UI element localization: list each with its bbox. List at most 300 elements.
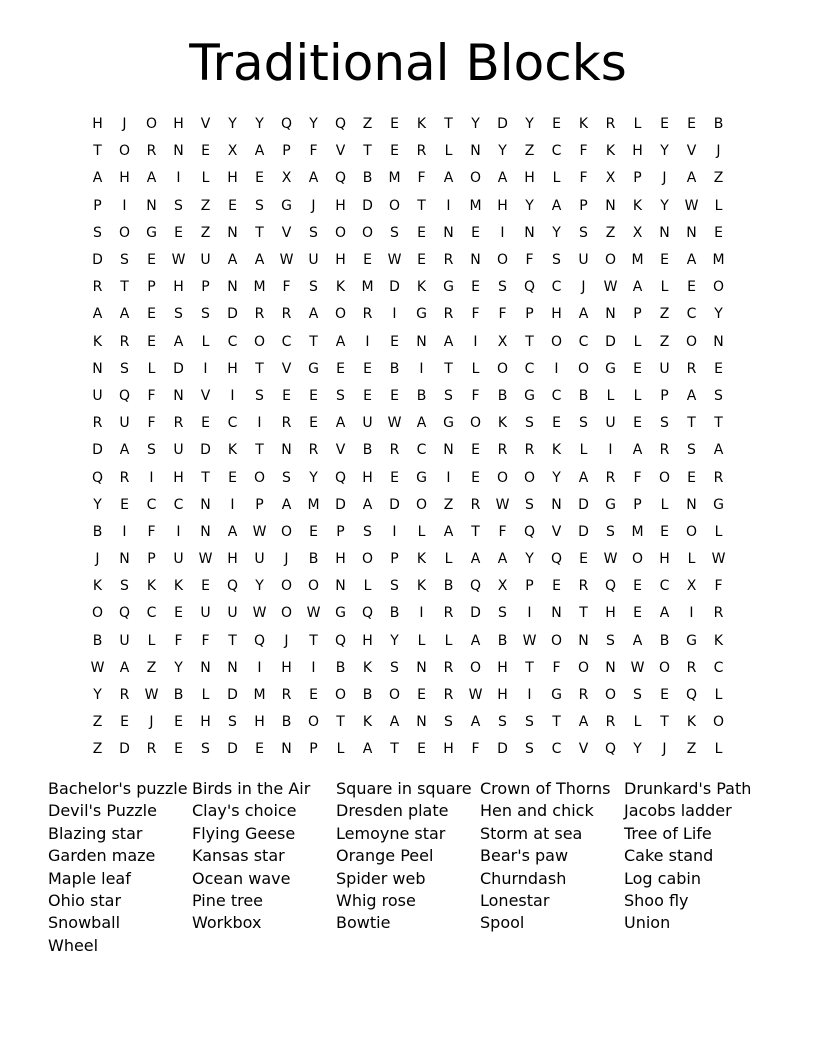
grid-letter[interactable]: M xyxy=(388,170,401,187)
grid-letter[interactable]: P xyxy=(147,551,156,568)
grid-letter[interactable]: D xyxy=(389,279,400,296)
grid-letter[interactable]: N xyxy=(470,252,481,269)
grid-letter[interactable]: C xyxy=(227,415,238,432)
grid-letter[interactable]: I xyxy=(446,469,451,486)
grid-letter[interactable]: W xyxy=(306,605,321,622)
grid-letter[interactable]: E xyxy=(417,252,426,269)
grid-letter[interactable]: T xyxy=(120,279,129,296)
grid-letter[interactable]: O xyxy=(361,551,374,568)
grid-letter[interactable]: B xyxy=(362,442,373,459)
grid-letter[interactable]: K xyxy=(173,578,184,595)
grid-letter[interactable]: A xyxy=(227,252,238,269)
grid-letter[interactable]: R xyxy=(497,442,508,459)
grid-letter[interactable]: O xyxy=(496,360,509,377)
grid-letter[interactable]: W xyxy=(711,551,726,568)
grid-letter[interactable]: I xyxy=(203,360,208,377)
grid-letter[interactable]: W xyxy=(171,252,186,269)
grid-letter[interactable]: W xyxy=(495,496,510,513)
grid-letter[interactable]: O xyxy=(469,170,482,187)
grid-letter[interactable]: W xyxy=(630,659,645,676)
grid-letter[interactable]: A xyxy=(119,306,130,323)
grid-letter[interactable]: C xyxy=(524,360,535,377)
grid-letter[interactable]: S xyxy=(363,523,372,540)
grid-letter[interactable]: E xyxy=(633,578,642,595)
grid-letter[interactable]: F xyxy=(633,469,642,486)
grid-letter[interactable]: R xyxy=(281,306,292,323)
grid-letter[interactable]: H xyxy=(443,741,454,758)
grid-letter[interactable]: C xyxy=(416,442,427,459)
grid-letter[interactable]: N xyxy=(443,442,454,459)
grid-letter[interactable]: K xyxy=(362,659,373,676)
grid-letter[interactable]: A xyxy=(416,415,427,432)
grid-letter[interactable]: J xyxy=(662,170,667,187)
grid-letter[interactable]: D xyxy=(497,116,508,133)
grid-letter[interactable]: D xyxy=(578,523,589,540)
grid-letter[interactable]: E xyxy=(309,687,318,704)
grid-letter[interactable]: S xyxy=(309,224,318,241)
grid-letter[interactable]: I xyxy=(392,306,397,323)
grid-letter[interactable]: H xyxy=(227,360,238,377)
grid-letter[interactable]: E xyxy=(309,415,318,432)
grid-letter[interactable]: D xyxy=(227,741,238,758)
grid-letter[interactable]: E xyxy=(552,578,561,595)
grid-letter[interactable]: Q xyxy=(253,632,266,649)
grid-letter[interactable]: Y xyxy=(660,143,669,160)
grid-letter[interactable]: R xyxy=(443,687,454,704)
grid-letter[interactable]: U xyxy=(254,551,265,568)
grid-letter[interactable]: U xyxy=(119,632,130,649)
grid-letter[interactable]: R xyxy=(119,333,130,350)
grid-letter[interactable]: E xyxy=(579,551,588,568)
grid-letter[interactable]: S xyxy=(336,387,345,404)
grid-letter[interactable]: O xyxy=(280,605,293,622)
grid-letter[interactable]: T xyxy=(363,143,372,160)
grid-letter[interactable]: H xyxy=(281,659,292,676)
grid-letter[interactable]: L xyxy=(201,687,210,704)
grid-letter[interactable]: O xyxy=(415,496,428,513)
grid-letter[interactable]: W xyxy=(603,551,618,568)
grid-letter[interactable]: Z xyxy=(524,143,535,160)
grid-letter[interactable]: K xyxy=(227,442,238,459)
grid-letter[interactable]: U xyxy=(578,252,589,269)
grid-letter[interactable]: O xyxy=(496,469,509,486)
grid-letter[interactable]: U xyxy=(119,415,130,432)
grid-letter[interactable]: E xyxy=(336,360,345,377)
grid-letter[interactable]: L xyxy=(147,632,156,649)
grid-letter[interactable]: E xyxy=(714,224,723,241)
grid-letter[interactable]: E xyxy=(417,224,426,241)
grid-letter[interactable]: L xyxy=(633,333,642,350)
grid-letter[interactable]: N xyxy=(335,578,346,595)
grid-letter[interactable]: L xyxy=(444,632,453,649)
grid-letter[interactable]: B xyxy=(362,170,373,187)
grid-letter[interactable]: H xyxy=(362,632,373,649)
grid-letter[interactable]: L xyxy=(714,523,723,540)
grid-letter[interactable]: Z xyxy=(200,224,211,241)
grid-letter[interactable]: G xyxy=(713,496,724,513)
grid-letter[interactable]: A xyxy=(227,523,238,540)
grid-letter[interactable]: S xyxy=(255,197,264,214)
grid-letter[interactable]: O xyxy=(388,687,401,704)
grid-letter[interactable]: B xyxy=(335,659,346,676)
grid-letter[interactable]: S xyxy=(120,360,129,377)
grid-letter[interactable]: O xyxy=(658,659,671,676)
grid-letter[interactable]: F xyxy=(714,578,723,595)
grid-letter[interactable]: H xyxy=(173,469,184,486)
grid-letter[interactable]: C xyxy=(281,333,292,350)
grid-letter[interactable]: G xyxy=(686,632,697,649)
grid-letter[interactable]: V xyxy=(200,387,211,404)
grid-letter[interactable]: Q xyxy=(118,605,131,622)
grid-letter[interactable]: L xyxy=(579,442,588,459)
grid-letter[interactable]: V xyxy=(578,741,589,758)
grid-letter[interactable]: O xyxy=(631,551,644,568)
grid-letter[interactable]: D xyxy=(578,496,589,513)
grid-letter[interactable]: K xyxy=(92,333,103,350)
grid-letter[interactable]: A xyxy=(362,741,373,758)
grid-letter[interactable]: O xyxy=(145,116,158,133)
grid-letter[interactable]: R xyxy=(686,360,697,377)
grid-letter[interactable]: N xyxy=(686,224,697,241)
grid-letter[interactable]: R xyxy=(605,714,616,731)
grid-letter[interactable]: A xyxy=(470,714,481,731)
grid-letter[interactable]: V xyxy=(281,224,292,241)
grid-letter[interactable]: E xyxy=(201,143,210,160)
grid-letter[interactable]: S xyxy=(498,279,507,296)
grid-letter[interactable]: E xyxy=(552,116,561,133)
grid-letter[interactable]: T xyxy=(255,224,264,241)
grid-letter[interactable]: S xyxy=(147,442,156,459)
grid-letter[interactable]: S xyxy=(444,714,453,731)
grid-letter[interactable]: E xyxy=(174,224,183,241)
grid-letter[interactable]: O xyxy=(658,469,671,486)
grid-letter[interactable]: N xyxy=(551,605,562,622)
grid-letter[interactable]: L xyxy=(660,496,669,513)
grid-letter[interactable]: N xyxy=(200,496,211,513)
grid-letter[interactable]: A xyxy=(443,523,454,540)
grid-letter[interactable]: A xyxy=(443,170,454,187)
grid-letter[interactable]: O xyxy=(712,279,725,296)
grid-letter[interactable]: X xyxy=(281,170,292,187)
grid-letter[interactable]: L xyxy=(633,116,642,133)
grid-letter[interactable]: I xyxy=(311,659,316,676)
grid-letter[interactable]: O xyxy=(604,252,617,269)
grid-letter[interactable]: H xyxy=(173,116,184,133)
grid-letter[interactable]: S xyxy=(201,306,210,323)
grid-letter[interactable]: Y xyxy=(309,116,318,133)
grid-letter[interactable]: D xyxy=(362,197,373,214)
grid-letter[interactable]: B xyxy=(362,687,373,704)
grid-letter[interactable]: A xyxy=(119,659,130,676)
grid-letter[interactable]: V xyxy=(281,360,292,377)
grid-letter[interactable]: N xyxy=(173,143,184,160)
grid-letter[interactable]: G xyxy=(335,605,346,622)
grid-letter[interactable]: B xyxy=(92,632,103,649)
grid-letter[interactable]: H xyxy=(605,605,616,622)
grid-letter[interactable]: M xyxy=(361,279,374,296)
grid-letter[interactable]: O xyxy=(280,578,293,595)
grid-letter[interactable]: T xyxy=(390,741,399,758)
grid-letter[interactable]: K xyxy=(686,714,697,731)
grid-letter[interactable]: D xyxy=(227,687,238,704)
grid-letter[interactable]: I xyxy=(176,523,181,540)
grid-letter[interactable]: F xyxy=(417,170,426,187)
grid-letter[interactable]: Q xyxy=(334,469,347,486)
grid-letter[interactable]: S xyxy=(444,387,453,404)
grid-letter[interactable]: H xyxy=(200,714,211,731)
grid-letter[interactable]: K xyxy=(146,578,157,595)
grid-letter[interactable]: N xyxy=(605,659,616,676)
grid-letter[interactable]: S xyxy=(525,415,534,432)
grid-letter[interactable]: P xyxy=(390,551,399,568)
grid-letter[interactable]: L xyxy=(363,578,372,595)
grid-letter[interactable]: E xyxy=(714,360,723,377)
grid-letter[interactable]: R xyxy=(119,469,130,486)
grid-letter[interactable]: O xyxy=(253,333,266,350)
grid-letter[interactable]: M xyxy=(253,279,266,296)
grid-letter[interactable]: R xyxy=(362,306,373,323)
grid-letter[interactable]: K xyxy=(605,143,616,160)
grid-letter[interactable]: E xyxy=(390,143,399,160)
grid-letter[interactable]: C xyxy=(146,496,157,513)
grid-letter[interactable]: R xyxy=(713,605,724,622)
grid-letter[interactable]: E xyxy=(660,116,669,133)
grid-letter[interactable]: O xyxy=(577,659,590,676)
grid-letter[interactable]: W xyxy=(252,523,267,540)
grid-letter[interactable]: F xyxy=(471,741,480,758)
grid-letter[interactable]: E xyxy=(390,469,399,486)
grid-letter[interactable]: J xyxy=(95,551,100,568)
grid-letter[interactable]: E xyxy=(390,333,399,350)
grid-letter[interactable]: L xyxy=(714,741,723,758)
grid-letter[interactable]: O xyxy=(388,197,401,214)
grid-letter[interactable]: E xyxy=(120,496,129,513)
grid-letter[interactable]: A xyxy=(308,306,319,323)
grid-letter[interactable]: A xyxy=(389,714,400,731)
grid-letter[interactable]: V xyxy=(686,143,697,160)
grid-letter[interactable]: P xyxy=(93,197,102,214)
grid-letter[interactable]: M xyxy=(307,496,320,513)
grid-letter[interactable]: G xyxy=(605,360,616,377)
grid-letter[interactable]: W xyxy=(468,687,483,704)
grid-letter[interactable]: L xyxy=(606,387,615,404)
grid-letter[interactable]: E xyxy=(633,415,642,432)
grid-letter[interactable]: W xyxy=(90,659,105,676)
grid-letter[interactable]: I xyxy=(149,469,154,486)
grid-letter[interactable]: P xyxy=(147,279,156,296)
grid-letter[interactable]: Q xyxy=(118,387,131,404)
grid-letter[interactable]: A xyxy=(632,442,643,459)
grid-letter[interactable]: Z xyxy=(686,741,697,758)
grid-letter[interactable]: X xyxy=(497,333,508,350)
grid-letter[interactable]: K xyxy=(335,279,346,296)
grid-letter[interactable]: G xyxy=(443,279,454,296)
grid-letter[interactable]: Y xyxy=(660,197,669,214)
grid-letter[interactable]: X xyxy=(497,578,508,595)
grid-letter[interactable]: P xyxy=(282,143,291,160)
grid-letter[interactable]: Y xyxy=(228,116,237,133)
grid-letter[interactable]: T xyxy=(255,360,264,377)
grid-letter[interactable]: N xyxy=(659,224,670,241)
grid-letter[interactable]: N xyxy=(416,333,427,350)
grid-letter[interactable]: H xyxy=(632,143,643,160)
grid-letter[interactable]: W xyxy=(279,252,294,269)
grid-letter[interactable]: T xyxy=(525,659,534,676)
grid-letter[interactable]: W xyxy=(684,197,699,214)
grid-letter[interactable]: O xyxy=(307,714,320,731)
grid-letter[interactable]: N xyxy=(200,523,211,540)
grid-letter[interactable]: S xyxy=(525,714,534,731)
grid-letter[interactable]: Y xyxy=(498,143,507,160)
grid-letter[interactable]: B xyxy=(578,387,589,404)
grid-letter[interactable]: A xyxy=(578,306,589,323)
grid-letter[interactable]: I xyxy=(446,197,451,214)
grid-letter[interactable]: O xyxy=(118,143,131,160)
grid-letter[interactable]: R xyxy=(443,252,454,269)
grid-letter[interactable]: F xyxy=(552,659,561,676)
grid-letter[interactable]: K xyxy=(578,116,589,133)
grid-letter[interactable]: O xyxy=(685,523,698,540)
grid-letter[interactable]: N xyxy=(227,279,238,296)
grid-letter[interactable]: I xyxy=(554,360,559,377)
grid-letter[interactable]: C xyxy=(173,496,184,513)
grid-letter[interactable]: U xyxy=(200,605,211,622)
grid-letter[interactable]: P xyxy=(579,197,588,214)
grid-letter[interactable]: H xyxy=(227,170,238,187)
grid-letter[interactable]: I xyxy=(473,333,478,350)
grid-letter[interactable]: S xyxy=(498,714,507,731)
grid-letter[interactable]: F xyxy=(147,415,156,432)
grid-letter[interactable]: J xyxy=(122,116,127,133)
grid-letter[interactable]: B xyxy=(443,578,454,595)
grid-letter[interactable]: E xyxy=(174,714,183,731)
grid-letter[interactable]: T xyxy=(444,116,453,133)
grid-letter[interactable]: O xyxy=(712,714,725,731)
grid-letter[interactable]: R xyxy=(443,659,454,676)
grid-letter[interactable]: L xyxy=(471,360,480,377)
grid-letter[interactable]: I xyxy=(122,197,127,214)
grid-letter[interactable]: M xyxy=(253,687,266,704)
grid-letter[interactable]: F xyxy=(174,632,183,649)
grid-letter[interactable]: O xyxy=(334,224,347,241)
grid-letter[interactable]: B xyxy=(173,687,184,704)
grid-letter[interactable]: P xyxy=(201,279,210,296)
grid-letter[interactable]: W xyxy=(603,279,618,296)
grid-letter[interactable]: E xyxy=(147,306,156,323)
grid-letter[interactable]: S xyxy=(255,387,264,404)
grid-letter[interactable]: Y xyxy=(633,741,642,758)
grid-letter[interactable]: I xyxy=(122,523,127,540)
grid-letter[interactable]: D xyxy=(470,605,481,622)
grid-letter[interactable]: P xyxy=(633,170,642,187)
grid-letter[interactable]: D xyxy=(92,252,103,269)
grid-letter[interactable]: F xyxy=(147,387,156,404)
grid-letter[interactable]: F xyxy=(525,252,534,269)
grid-letter[interactable]: N xyxy=(713,333,724,350)
grid-letter[interactable]: C xyxy=(686,306,697,323)
grid-letter[interactable]: X xyxy=(632,224,643,241)
grid-letter[interactable]: T xyxy=(660,714,669,731)
grid-letter[interactable]: Z xyxy=(659,333,670,350)
grid-letter[interactable]: F xyxy=(201,632,210,649)
grid-letter[interactable]: D xyxy=(389,496,400,513)
grid-letter[interactable]: Q xyxy=(334,116,347,133)
grid-letter[interactable]: A xyxy=(443,333,454,350)
grid-letter[interactable]: J xyxy=(149,714,154,731)
grid-letter[interactable]: S xyxy=(309,279,318,296)
grid-letter[interactable]: T xyxy=(714,415,723,432)
grid-letter[interactable]: A xyxy=(362,496,373,513)
grid-letter[interactable]: O xyxy=(334,687,347,704)
grid-letter[interactable]: N xyxy=(578,632,589,649)
grid-letter[interactable]: E xyxy=(390,387,399,404)
grid-letter[interactable]: S xyxy=(579,224,588,241)
grid-letter[interactable]: N xyxy=(416,714,427,731)
grid-letter[interactable]: U xyxy=(92,387,103,404)
grid-letter[interactable]: O xyxy=(253,469,266,486)
grid-letter[interactable]: V xyxy=(335,143,346,160)
grid-letter[interactable]: Y xyxy=(390,632,399,649)
grid-letter[interactable]: H xyxy=(524,170,535,187)
grid-letter[interactable]: R xyxy=(443,605,454,622)
grid-letter[interactable]: U xyxy=(605,415,616,432)
grid-letter[interactable]: J xyxy=(284,551,289,568)
grid-letter[interactable]: E xyxy=(471,279,480,296)
grid-letter[interactable]: K xyxy=(416,578,427,595)
grid-letter[interactable]: H xyxy=(335,252,346,269)
grid-letter[interactable]: V xyxy=(335,442,346,459)
grid-letter[interactable]: B xyxy=(416,387,427,404)
grid-letter[interactable]: D xyxy=(200,442,211,459)
grid-letter[interactable]: E xyxy=(363,360,372,377)
grid-letter[interactable]: Q xyxy=(523,523,536,540)
grid-letter[interactable]: A xyxy=(254,143,265,160)
grid-letter[interactable]: G xyxy=(416,469,427,486)
grid-letter[interactable]: L xyxy=(444,143,453,160)
grid-letter[interactable]: E xyxy=(390,116,399,133)
grid-letter[interactable]: X xyxy=(227,143,238,160)
grid-letter[interactable]: A xyxy=(497,170,508,187)
grid-letter[interactable]: L xyxy=(336,741,345,758)
grid-letter[interactable]: M xyxy=(712,252,725,269)
grid-letter[interactable]: S xyxy=(525,741,534,758)
grid-letter[interactable]: N xyxy=(173,387,184,404)
grid-letter[interactable]: E xyxy=(309,387,318,404)
grid-letter[interactable]: G xyxy=(524,387,535,404)
grid-letter[interactable]: Y xyxy=(93,687,102,704)
grid-letter[interactable]: X xyxy=(605,170,616,187)
grid-letter[interactable]: A xyxy=(470,551,481,568)
grid-letter[interactable]: Z xyxy=(92,714,103,731)
grid-letter[interactable]: W xyxy=(252,605,267,622)
grid-letter[interactable]: R xyxy=(605,116,616,133)
grid-letter[interactable]: F xyxy=(498,523,507,540)
grid-letter[interactable]: I xyxy=(257,415,262,432)
grid-letter[interactable]: H xyxy=(497,687,508,704)
grid-letter[interactable]: R xyxy=(254,306,265,323)
grid-letter[interactable]: C xyxy=(227,333,238,350)
grid-letter[interactable]: I xyxy=(419,605,424,622)
grid-letter[interactable]: A xyxy=(92,170,103,187)
grid-letter[interactable]: H xyxy=(335,197,346,214)
grid-letter[interactable]: P xyxy=(525,578,534,595)
grid-letter[interactable]: T xyxy=(255,442,264,459)
grid-letter[interactable]: N xyxy=(227,224,238,241)
grid-letter[interactable]: T xyxy=(228,632,237,649)
grid-letter[interactable]: L xyxy=(714,687,723,704)
grid-letter[interactable]: A xyxy=(335,415,346,432)
grid-letter[interactable]: T xyxy=(201,469,210,486)
